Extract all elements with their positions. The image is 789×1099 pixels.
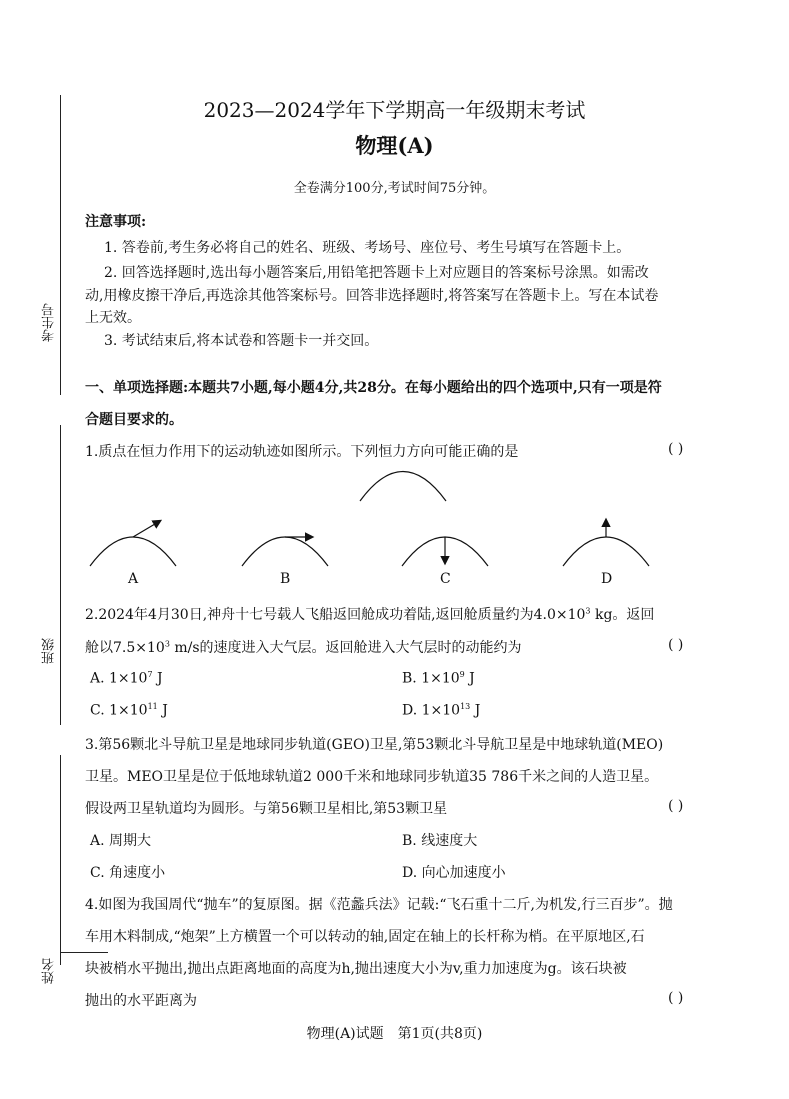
page-footer: 物理(A)试题 第1页(共8页) — [306, 1026, 483, 1042]
option-d-trajectory — [563, 537, 649, 566]
q3-answer-bracket: ( ) — [668, 798, 684, 814]
notice-item-3: 3. 考试结束后,将本试卷和答题卡一并交回。 — [104, 333, 379, 349]
notice-item-2-line-2: 动,用橡皮擦干净后,再选涂其他答案标号。回答非选择题时,将答案写在答题卡上。写在本试卷 — [85, 288, 659, 304]
exam-title: 2023—2024学年下学期高一年级期末考试 — [203, 98, 586, 122]
q1-label-c: C — [440, 571, 451, 587]
q3-line-3: 假设两卫星轨道均为圆形。与第56颗卫星相比,第53颗卫星 — [85, 801, 448, 817]
option-a-figure — [90, 521, 176, 566]
q3-option-a: A. 周期大 — [90, 833, 152, 849]
q4-line-2: 车用木料制成,“炮架”上方横置一个可以转动的轴,固定在轴上的长杆称为梢。在平原地区,石 — [85, 929, 645, 945]
notice-item-2-line-3: 上无效。 — [85, 310, 141, 326]
exam-number-label: 考生号 — [42, 303, 57, 342]
q2-option-b: B. $1\times 10^9$ J — [402, 670, 475, 687]
name-underline — [60, 952, 108, 953]
q2-option-c: C. $1\times 10^{11}$ J — [90, 702, 168, 719]
notice-item-2-line-1: 2. 回答选择题时,选出每小题答案后,用铅笔把答题卡上对应题目的答案标号涂黑。如需改 — [104, 265, 649, 281]
option-b-figure — [242, 537, 328, 566]
q3-option-c: C. 角速度小 — [90, 865, 166, 881]
q1-label-d: D — [601, 571, 613, 587]
q3-line-1: 3.第56颗北斗导航卫星是地球同步轨道(GEO)卫星,第53颗北斗导航卫星是中地球轨道(MEO) — [85, 737, 664, 753]
q4-line-4: 抛出的水平距离为 — [85, 993, 197, 1009]
q2-line-2: 舱以$7.5\times 10^3$ m/s的速度进入大气层。返回舱进入大气层时的动能约为 — [85, 639, 522, 656]
option-d-figure — [563, 520, 649, 566]
q3-line-2: 卫星。MEO卫星是位于低地球轨道2 000千米和地球同步轨道35 786千米之间的人造卫星。 — [85, 769, 659, 785]
option-b-trajectory — [242, 537, 328, 566]
q2-option-d: D. $1\times 10^{13}$ J — [402, 702, 481, 719]
class-label: 班级 — [42, 638, 57, 664]
q2-line-1: 2.2024年4月30日,神舟十七号载人飞船返回舱成功着陆,返回舱质量约为$4.0\times 10^3$ kg。返回 — [85, 606, 655, 623]
q1-answer-bracket: ( ) — [668, 441, 684, 457]
q3-option-d: D. 向心加速度小 — [402, 865, 506, 881]
q3-option-b: B. 线速度大 — [402, 833, 478, 849]
q1-label-a: A — [128, 571, 139, 587]
q4-line-1: 4.如图为我国周代“抛车”的复原图。据《范蠡兵法》记载:“飞石重十二斤,为机发,行三百步”。抛 — [85, 897, 673, 913]
q1-stem: 1.质点在恒力作用下的运动轨迹如图所示。下列恒力方向可能正确的是 — [85, 444, 519, 460]
q4-answer-bracket: ( ) — [668, 990, 684, 1006]
q1-label-b: B — [280, 571, 291, 587]
section-1-line-1: 一、单项选择题:本题共7小题,每小题4分,共28分。在每小题给出的四个选项中,只有一项是符 — [85, 380, 662, 396]
q2-answer-bracket: ( ) — [668, 637, 684, 653]
subject-title: 物理(A) — [355, 133, 434, 158]
q2-option-a: A. $1\times 10^7$ J — [90, 670, 163, 687]
notice-item-1: 1. 答卷前,考生务必将自己的姓名、班级、考场号、座位号、考生号填写在答题卡上。 — [104, 240, 631, 256]
option-a-force-arrow — [133, 521, 160, 537]
notice-heading: 注意事项: — [85, 214, 147, 230]
exam-info: 全卷满分100分,考试时间75分钟。 — [293, 181, 496, 196]
option-c-figure — [402, 537, 488, 566]
section-1-line-2: 合题目要求的。 — [85, 412, 183, 428]
binding-line-bot — [60, 755, 61, 965]
option-a-trajectory — [90, 537, 176, 566]
name-label: 姓名 — [42, 958, 57, 984]
reference-trajectory-arc — [360, 472, 446, 502]
q4-line-3: 块被梢水平抛出,抛出点距离地面的高度为h,抛出速度大小为v,重力加速度为g。该石块被 — [85, 961, 627, 977]
